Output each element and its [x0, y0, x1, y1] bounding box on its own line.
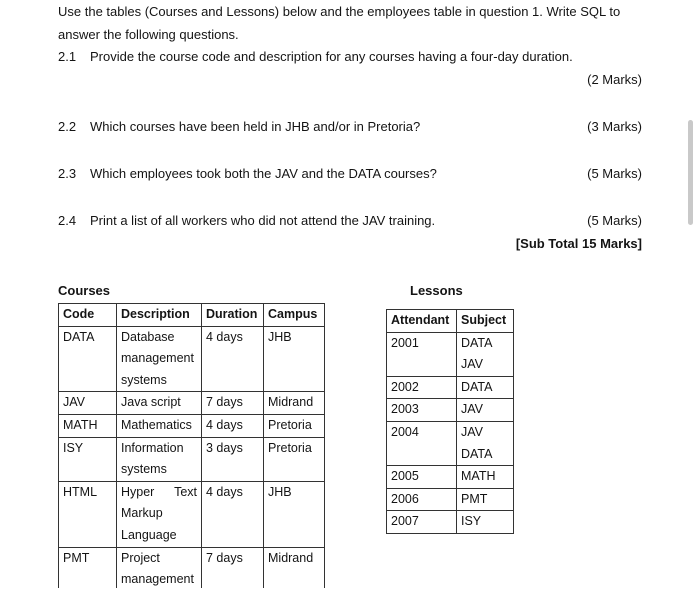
course-code: MATH	[59, 414, 117, 437]
question-2-4-text: Print a list of all workers who did not attend the JAV training.	[90, 213, 436, 228]
lesson-subject	[457, 332, 514, 376]
course-code: DATA	[59, 326, 117, 392]
course-description-line: management	[121, 351, 194, 366]
course-description	[117, 414, 202, 437]
course-campus: Pretoria	[264, 414, 325, 437]
course-description-line: Language	[121, 527, 177, 542]
lessons-header-subject: Subject	[457, 310, 514, 333]
lesson-subject-line: DATA	[461, 335, 493, 350]
lesson-attendant: 2004	[387, 421, 457, 465]
course-description-line: Java script	[121, 395, 181, 410]
course-description-line: Information	[121, 440, 184, 455]
question-2-4-marks: (5 Marks)	[587, 213, 642, 228]
question-2-1-text: Provide the course code and description for any courses having a four-day duration.	[90, 49, 573, 64]
course-description-line: management	[121, 572, 194, 587]
course-duration: 4 days	[202, 414, 264, 437]
vertical-scrollbar[interactable]	[688, 120, 693, 225]
course-description	[117, 437, 202, 481]
table-row	[59, 547, 325, 591]
course-description-line: Database	[121, 329, 175, 344]
table-row	[387, 488, 514, 511]
lesson-attendant: 2005	[387, 466, 457, 489]
intro-line-2: answer the following questions.	[58, 27, 239, 42]
courses-header-duration: Duration	[202, 304, 264, 327]
courses-table	[58, 303, 325, 592]
course-description-line: Project	[121, 550, 160, 565]
course-duration: 7 days	[202, 392, 264, 415]
question-2-3-number: 2.3	[58, 166, 77, 181]
lesson-attendant: 2007	[387, 511, 457, 534]
table-row	[387, 421, 514, 465]
lessons-header-attendant: Attendant	[387, 310, 457, 333]
question-2-3-marks: (5 Marks)	[587, 166, 642, 181]
course-description	[117, 547, 202, 591]
lesson-attendant: 2006	[387, 488, 457, 511]
table-row	[387, 399, 514, 422]
course-code: ISY	[59, 437, 117, 481]
courses-header-description: Description	[117, 304, 202, 327]
table-row	[59, 392, 325, 415]
course-duration: 4 days	[202, 326, 264, 392]
course-description-line: Hyper Text	[121, 484, 197, 499]
course-campus: JHB	[264, 326, 325, 392]
lesson-subject: MATH	[457, 466, 514, 489]
lesson-subject: PMT	[457, 488, 514, 511]
question-2-3-text: Which employees took both the JAV and the DATA courses?	[90, 166, 437, 181]
course-campus: Midrand	[264, 392, 325, 415]
table-row	[387, 376, 514, 399]
lesson-subject: JAV	[457, 399, 514, 422]
course-code: HTML	[59, 481, 117, 547]
question-2-2-number: 2.2	[58, 119, 77, 134]
question-2-4-number: 2.4	[58, 213, 77, 228]
lessons-header-row	[387, 310, 514, 333]
course-description-line: systems	[121, 462, 167, 477]
courses-header-code: Code	[59, 304, 117, 327]
course-code: JAV	[59, 392, 117, 415]
course-description	[117, 392, 202, 415]
table-row	[59, 437, 325, 481]
lessons-title: Lessons	[410, 283, 463, 298]
course-duration: 7 days	[202, 547, 264, 591]
course-campus: Midrand	[264, 547, 325, 591]
course-description-line: systems	[121, 372, 167, 387]
lesson-subject-line: DATA	[461, 446, 493, 461]
lesson-attendant: 2003	[387, 399, 457, 422]
course-description	[117, 481, 202, 547]
course-campus: JHB	[264, 481, 325, 547]
lesson-subject: DATA	[457, 376, 514, 399]
courses-header-campus: Campus	[264, 304, 325, 327]
lesson-subject	[457, 421, 514, 465]
lesson-attendant: 2001	[387, 332, 457, 376]
table-row	[59, 414, 325, 437]
table-row	[387, 332, 514, 376]
question-2-1-number: 2.1	[58, 49, 77, 64]
course-code: PMT	[59, 547, 117, 591]
table-row	[387, 466, 514, 489]
lesson-subject: ISY	[457, 511, 514, 534]
courses-header-row	[59, 304, 325, 327]
table-row	[59, 326, 325, 392]
course-campus: Pretoria	[264, 437, 325, 481]
lesson-subject-line: JAV	[461, 424, 483, 439]
question-2-1-marks: (2 Marks)	[587, 72, 642, 87]
question-2-2-marks: (3 Marks)	[587, 119, 642, 134]
lesson-subject-line: JAV	[461, 357, 483, 372]
table-row	[59, 481, 325, 547]
intro-line-1: Use the tables (Courses and Lessons) below and the employees table in question 1. Write SQL to	[58, 4, 621, 19]
course-description-line: Mathematics	[121, 417, 192, 432]
course-duration: 3 days	[202, 437, 264, 481]
courses-title: Courses	[58, 283, 111, 298]
course-duration: 4 days	[202, 481, 264, 547]
page-bottom-edge	[0, 588, 700, 597]
question-2-2-text: Which courses have been held in JHB and/or in Pretoria?	[90, 119, 421, 134]
lesson-attendant: 2002	[387, 376, 457, 399]
subtotal-marks: [Sub Total 15 Marks]	[515, 236, 642, 251]
course-description-line: Markup	[121, 506, 163, 521]
lessons-table	[386, 309, 514, 534]
course-description	[117, 326, 202, 392]
table-row	[387, 511, 514, 534]
